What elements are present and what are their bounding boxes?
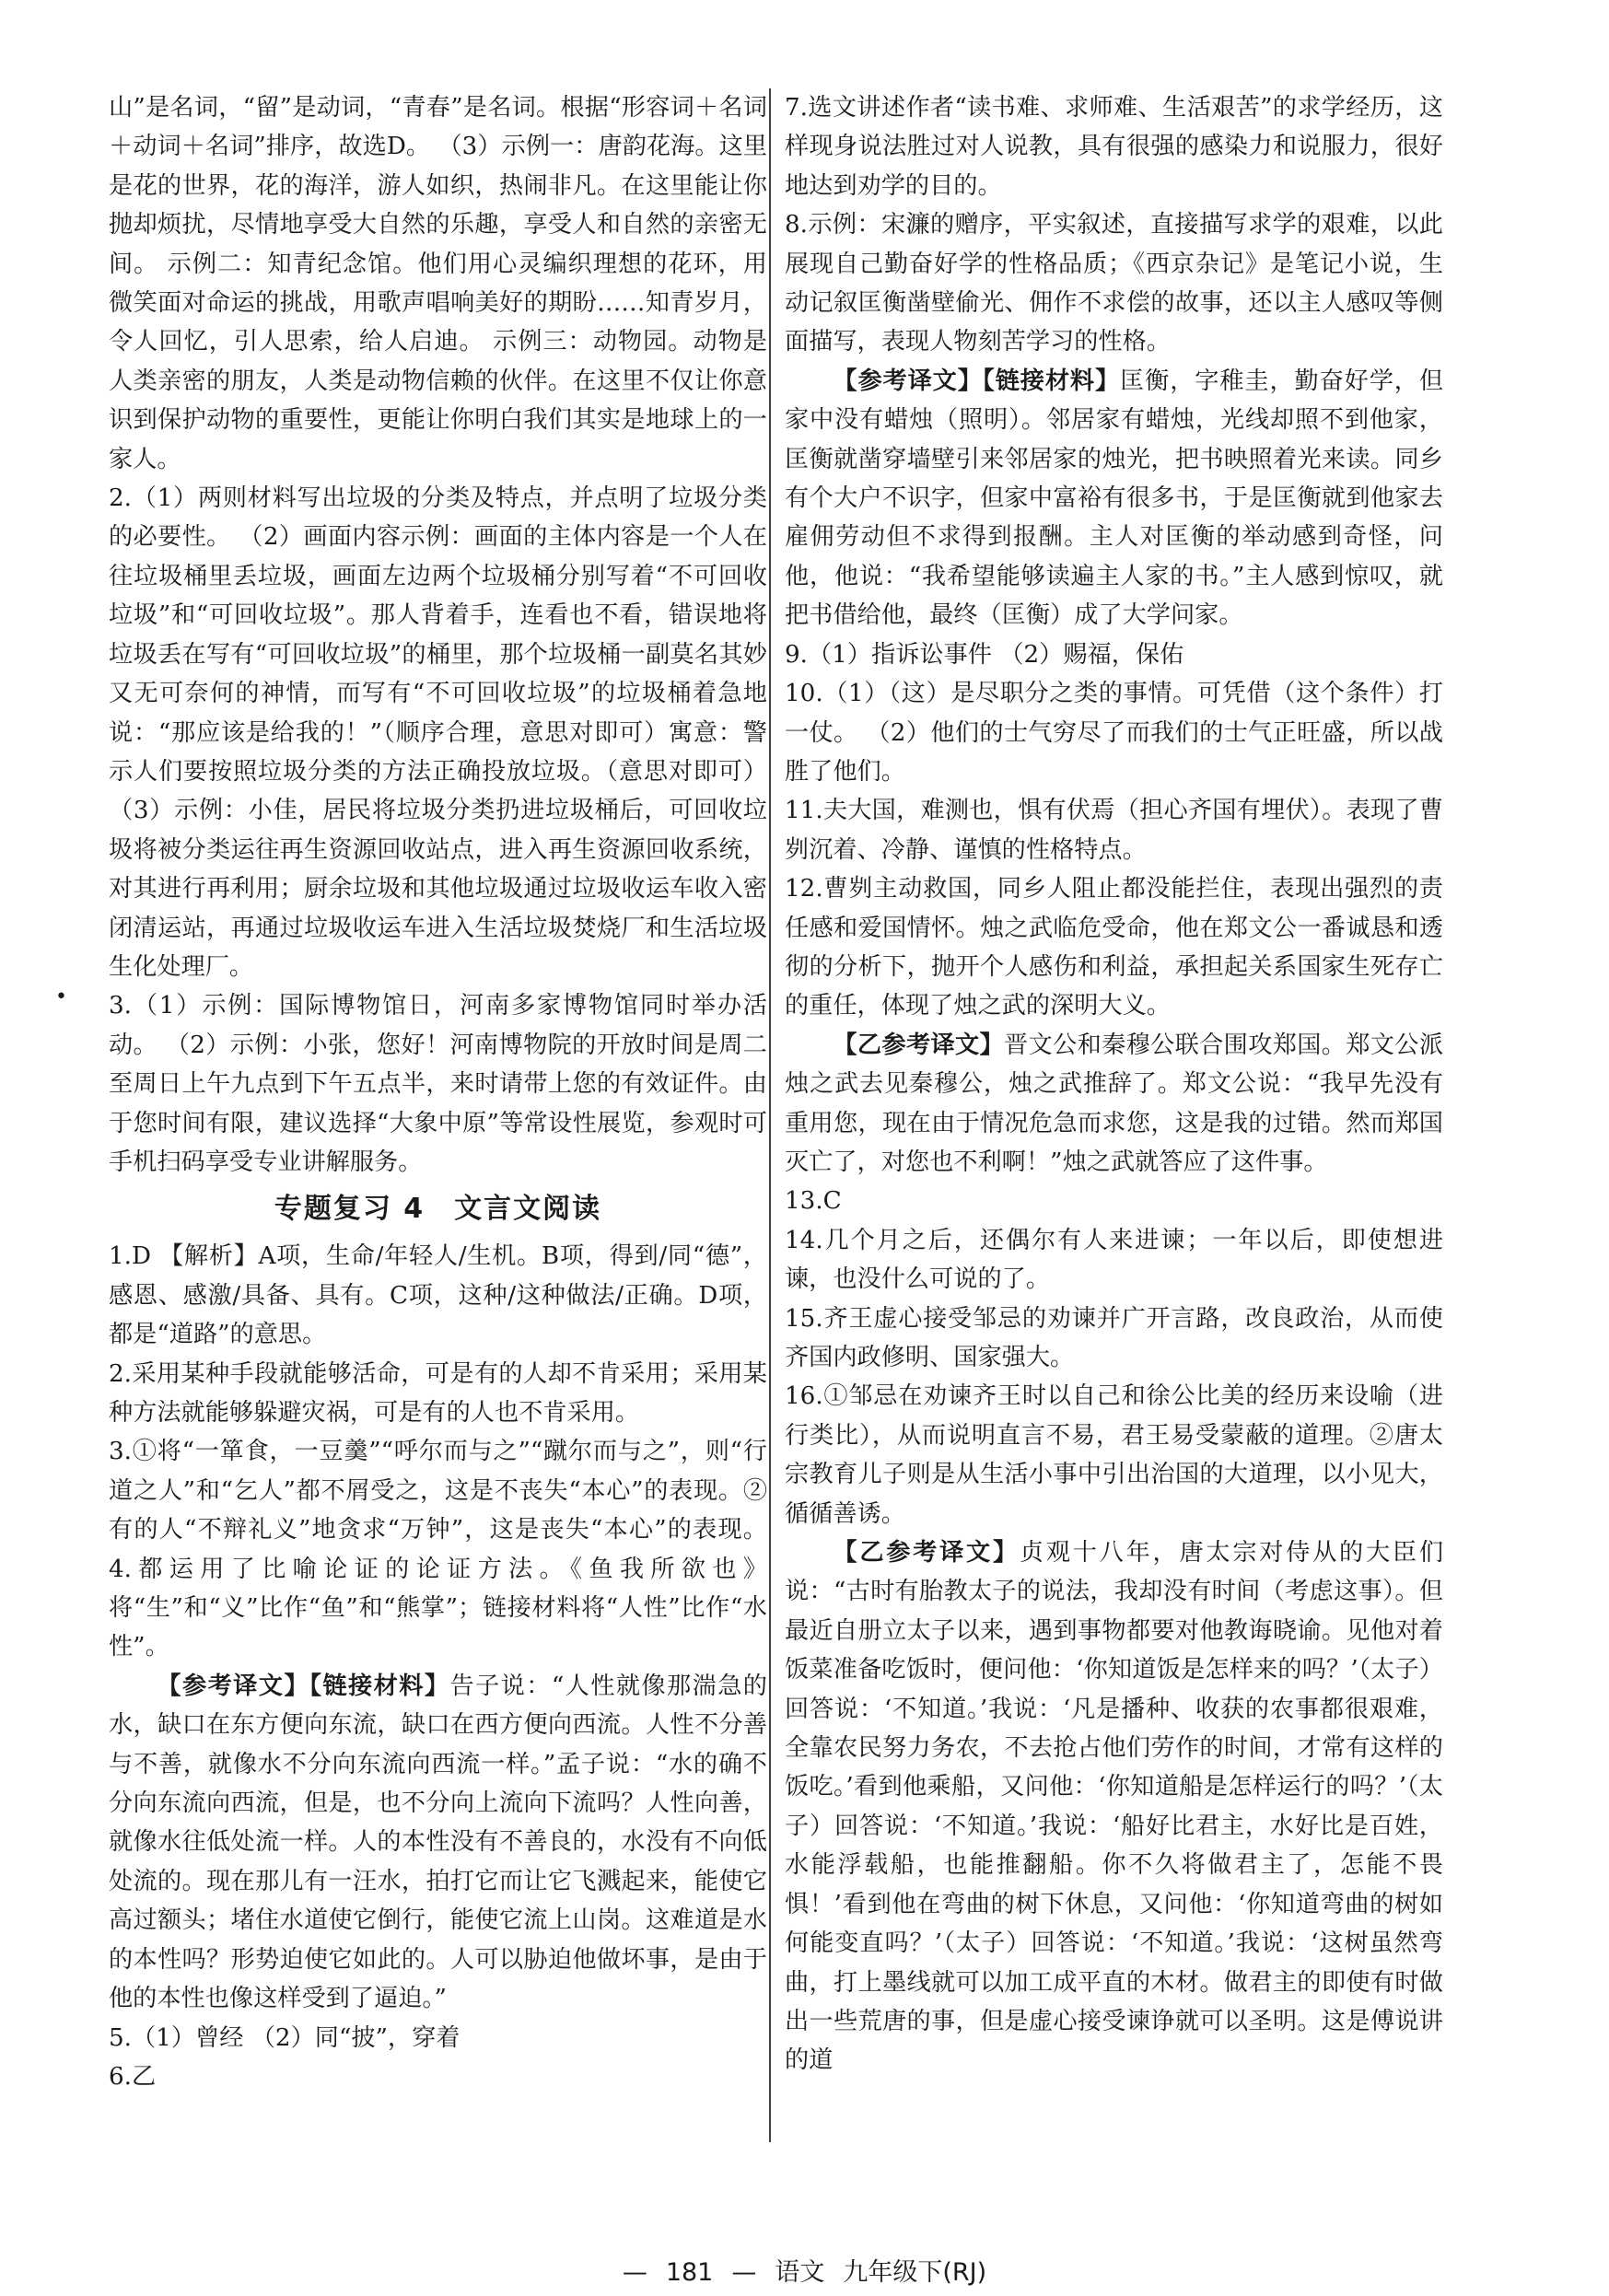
answer-paragraph: 3.①将“一箪食，一豆羹”“呼尔而与之”“蹴尔而与之”，则“行道之人”和“乞人”都不屑受之，这是不丧失“本心”的表现。②有的人“不辩礼义”地贪求“万钟”，这是丧失“本心”的表现。 4.都运用了比喻论证的论证方法。《鱼我所欲也》将“生”和“义”比作“鱼”和“熊掌”；链接材料将“人性”比作“水性”。: [109, 1438, 767, 1661]
translation-text: 贞观十八年，唐太宗对侍从的大臣们说：“古时有胎教太子的说法，我却没有时间（考虑这事）。但最近自册立太子以来，遇到事物都要对他教诲晓谕。见他对着饭菜准备吃饭时，便问他：‘你知道饭是怎样来的吗？’（太子）回答说：‘不知道。’我说：‘凡是播种、收获的农事都很艰难，全靠农民努力务农，不去抢占他们劳作的时间，才常有这样的饭吃。’看到他乘船，又问他：‘你知道船是怎样运行的吗？’（太子）回答说：‘不知道。’我说：‘船好比君主，水好比是百姓，水能浮载船，也能推翻船。你不久将做君主了，怎能不畏惧！’看到他在弯曲的树下休息，又问他：‘你知道弯曲的树如何能变直吗？’（太子）回答说：‘不知道。’我说：‘这树虽然弯曲，打上墨线就可以加工成平直的木材。做君主的即使有时做出一些荒唐的事，但是虚心接受谏诤就可以圣明。这是傅说讲的道: [785, 1539, 1444, 2075]
translation-paragraph: [109, 1667, 767, 2019]
translation-text: 匡衡，字稚圭，勤奋好学，但家中没有蜡烛（照明）。邻居家有蜡烛，光线却照不到他家，匡衡就凿穿墙壁引来邻居家的烛光，把书映照着光来读。同乡有个大户不识字，但家中富裕有很多书，于是匡衡就到他家去雇佣劳动但不求得到报酬。主人对匡衡的举动感到奇怪，问他，他说：“我希望能够读遍主人家的书。”主人感到惊叹，就把书借给他，最终（匡衡）成了大学问家。: [785, 367, 1444, 630]
grade-label: 九年级下(RJ): [843, 2258, 987, 2287]
answer-paragraph: 14.几个月之后，还偶尔有人来进谏；一年以后，即使想进谏，也没什么可说的了。: [785, 1226, 1443, 1294]
right-column: [785, 88, 1443, 2080]
answer-paragraph: 9.（1）指诉讼事件 （2）赐福，保佑: [785, 640, 1184, 669]
translation-paragraph: [785, 362, 1443, 635]
answer-paragraph: 10.（1）（这）是尽职分之类的事情。可凭借（这个条件）打一仗。 （2）他们的士气穷尽了而我们的士气正旺盛，所以战胜了他们。: [785, 680, 1443, 786]
answer-paragraph: 5.（1）曾经 （2）同“披”，穿着: [109, 2023, 461, 2052]
page-footer: [0, 2252, 1609, 2288]
subject-label: 语文: [775, 2258, 825, 2287]
margin-dot: •: [55, 985, 67, 1008]
translation-text: 晋文公和秦穆公联合围攻郑国。郑文公派烛之武去见秦穆公，烛之武推辞了。郑文公说：“我早先没有重用您，现在由于情况危急而求您，这是我的过错。然而郑国灭亡了，对您也不利啊！”烛之武就答应了这件事。: [785, 1031, 1444, 1176]
answer-paragraph: 11.夫大国，难测也，惧有伏焉（担心齐国有埋伏）。表现了曹刿沉着、冷静、谨慎的性格特点。: [785, 797, 1443, 864]
page-number: 181: [665, 2258, 714, 2287]
answer-paragraph: 山”是名词，“留”是动词，“青春”是名词。根据“形容词＋名词＋动词＋名词”排序，故选D。 （3）示例一：唐韵花海。这里是花的世界，花的海洋，游人如织，热闹非凡。在这里能让你抛却烦扰，尽情地享受大自然的乐趣，享受人和自然的亲密无间。 示例二：知青纪念馆。他们用心灵编织理想的花环，用微笑面对命运的挑战，用歌声唱响美好的期盼……知青岁月，令人回忆，引人思索，给人启迪。 示例三：动物园。动物是人类亲密的朋友，人类是动物信赖的伙伴。在这里不仅让你意识到保护动物的重要性，更能让你明白我们其实是地球上的一家人。: [109, 94, 767, 473]
translation-label: 【乙参考译文】: [833, 1539, 1020, 1568]
left-column: [109, 88, 767, 2096]
answer-paragraph: 2.采用某种手段就能够活命，可是有的人却不肯采用；采用某种方法就能够躲避灾祸，可是有的人也不肯采用。: [109, 1359, 767, 1427]
answer-paragraph: 13.C: [785, 1187, 842, 1216]
answer-paragraph: 3.（1）示例：国际博物馆日，河南多家博物馆同时举办活动。 （2）示例：小张，您好！河南博物院的开放时间是周二至周日上午九点到下午五点半，来时请带上您的有效证件。由于您时间有限，建议选择“大象中原”等常设性展览，参观时可手机扫码享受专业讲解服务。: [109, 992, 767, 1176]
answer-paragraph: 1.D 【解析】A项，生命/年轻人/生机。B项，得到/同“德”，感恩、感激/具备、具有。C项，这种/这种做法/正确。D项，都是“道路”的意思。: [109, 1242, 767, 1349]
section-title: 专题复习 4 文言文阅读: [274, 1193, 602, 1226]
translation-paragraph: [785, 1026, 1443, 1183]
answer-paragraph: 7.选文讲述作者“读书难、求师难、生活艰苦”的求学经历，这样现身说法胜过对人说教，具有很强的感染力和说服力，很好地达到劝学的目的。: [785, 94, 1443, 200]
answer-paragraph: 6.乙: [109, 2062, 157, 2091]
translation-text: 告子说：“人性就像那湍急的水，缺口在东方便向东流，缺口在西方便向西流。人性不分善与不善，就像水不分向东流向西流一样。”孟子说：“水的确不分向东流向西流，但是，也不分向上流向下流吗？人性向善，就像水往低处流一样。人的本性没有不善良的，水没有不向低处流的。现在那儿有一汪水，拍打它而让它飞溅起来，能使它高过额头；堵住水道使它倒行，能使它流上山岗。这难道是水的本性吗？形势迫使它如此的。人可以胁迫他做坏事，是由于他的本性也像这样受到了逼迫。”: [109, 1672, 767, 2013]
answer-paragraph: 15.齐王虚心接受邹忌的劝谏并广开言路，改良政治，从而使齐国内政修明、国家强大。: [785, 1304, 1443, 1371]
translation-label: 【乙参考译文】: [833, 1031, 1005, 1059]
answer-paragraph: 2.（1）两则材料写出垃圾的分类及特点，并点明了垃圾分类的必要性。 （2）画面内容示例：画面的主体内容是一个人在往垃圾桶里丢垃圾，画面左边两个垃圾桶分别写着“不可回收垃圾”和“可回收垃圾”。那人背着手，连看也不看，错误地将垃圾丢在写有“可回收垃圾”的桶里，那个垃圾桶一副莫名其妙又无可奈何的神情，而写有“不可回收垃圾”的垃圾桶着急地说：“那应该是给我的！”（顺序合理，意思对即可）寓意：警示人们要按照垃圾分类的方法正确投放垃圾。（意思对即可） （3）示例：小佳，居民将垃圾分类扔进垃圾桶后，可回收垃圾将被分类运往再生资源回收站点，进入再生资源回收系统，对其进行再利用；厨余垃圾和其他垃圾通过垃圾收运车收入密闭清运站，再通过垃圾收运车进入生活垃圾焚烧厂和生活垃圾生化处理厂。: [109, 484, 767, 981]
answer-paragraph: 12.曹刿主动救国，同乡人阻止都没能拦住，表现出强烈的责任感和爱国情怀。烛之武临危受命，他在郑文公一番诚恳和透彻的分析下，抛开个人感伤和利益，承担起关系国家生死存亡的重任，体现了烛之武的深明大义。: [785, 875, 1443, 1020]
answer-paragraph: 16.①邹忌在劝谏齐王时以自己和徐公比美的经历来设喻（进行类比），从而说明直言不易，君王易受蒙蔽的道理。②唐太宗教育儿子则是从生活小事中引出治国的大道理，以小见大，循循善诱。: [785, 1382, 1443, 1528]
column-divider: [769, 88, 771, 2142]
translation-paragraph: [785, 1533, 1443, 2080]
answer-paragraph: 8.示例：宋濂的赠序，平实叙述，直接描写求学的艰难，以此展现自己勤奋好学的性格品质；《西京杂记》是笔记小说，生动记叙匡衡凿壁偷光、佣作不求偿的故事，还以主人感叹等侧面描写，表现人物刻苦学习的性格。: [785, 211, 1443, 356]
footer-dash: —: [622, 2258, 647, 2287]
translation-label: 【参考译文】【链接材料】: [157, 1672, 450, 1700]
footer-dash: —: [731, 2258, 757, 2287]
translation-label: 【参考译文】【链接材料】: [833, 367, 1121, 395]
